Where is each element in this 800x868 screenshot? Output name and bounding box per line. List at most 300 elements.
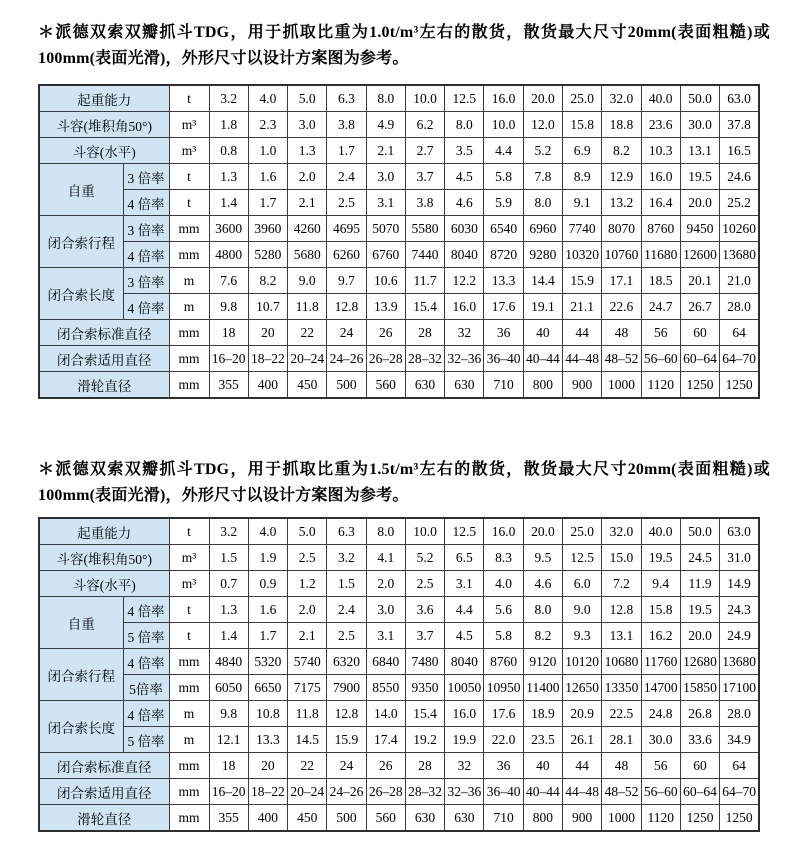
value-cell: 20 bbox=[248, 753, 287, 779]
unit-cell: m³ bbox=[169, 138, 209, 164]
value-cell: 14.0 bbox=[366, 701, 405, 727]
row-sub-cell: 5倍率 bbox=[123, 675, 169, 701]
value-cell: 9280 bbox=[523, 242, 562, 268]
value-cell: 25.2 bbox=[720, 190, 759, 216]
value-cell: 3.8 bbox=[327, 112, 366, 138]
row-sub-cell: 4 倍率 bbox=[123, 649, 169, 675]
row-label-cell: 闭合索标准直径 bbox=[39, 320, 169, 346]
row-label-cell: 滑轮直径 bbox=[39, 805, 169, 832]
row-sub-cell: 4 倍率 bbox=[123, 701, 169, 727]
value-cell: 0.9 bbox=[248, 571, 287, 597]
value-cell: 50.0 bbox=[680, 518, 719, 545]
value-cell: 18 bbox=[209, 320, 248, 346]
value-cell: 16.0 bbox=[445, 701, 484, 727]
value-cell: 17.4 bbox=[366, 727, 405, 753]
unit-cell: mm bbox=[169, 753, 209, 779]
table-row bbox=[39, 112, 759, 138]
unit-cell: mm bbox=[169, 242, 209, 268]
value-cell: 56–60 bbox=[641, 346, 680, 372]
unit-cell: t bbox=[169, 597, 209, 623]
value-cell: 13.1 bbox=[680, 138, 719, 164]
intro-paragraph-2: ＊派德双索双瓣抓斗TDG，用于抓取比重为1.5t/m³左右的散货，散货最大尺寸20mm(表面粗糙)或100mm(表面光滑)，外形尺寸以设计方案图为参考。 bbox=[38, 461, 770, 504]
value-cell: 450 bbox=[288, 805, 327, 832]
value-cell: 18.9 bbox=[523, 701, 562, 727]
value-cell: 16.5 bbox=[720, 138, 759, 164]
value-cell: 56 bbox=[641, 320, 680, 346]
unit-cell: mm bbox=[169, 320, 209, 346]
value-cell: 1.0 bbox=[248, 138, 287, 164]
value-cell: 1250 bbox=[680, 372, 719, 399]
value-cell: 40.0 bbox=[641, 85, 680, 112]
value-cell: 16.0 bbox=[484, 85, 523, 112]
value-cell: 50.0 bbox=[680, 85, 719, 112]
value-cell: 25.0 bbox=[563, 85, 602, 112]
value-cell: 9.8 bbox=[209, 701, 248, 727]
intro-paragraph-1: ＊派德双索双瓣抓斗TDG，用于抓取比重为1.0t/m³左右的散货，散货最大尺寸20mm(表面粗糙)或100mm(表面光滑)，外形尺寸以设计方案图为参考。 bbox=[38, 24, 770, 67]
value-cell: 16.4 bbox=[641, 190, 680, 216]
value-cell: 24.5 bbox=[680, 545, 719, 571]
value-cell: 5.8 bbox=[484, 164, 523, 190]
value-cell: 400 bbox=[248, 805, 287, 832]
value-cell: 16–20 bbox=[209, 779, 248, 805]
table-row bbox=[39, 346, 759, 372]
value-cell: 2.7 bbox=[405, 138, 444, 164]
value-cell: 3.1 bbox=[366, 190, 405, 216]
value-cell: 560 bbox=[366, 805, 405, 832]
value-cell: 26–28 bbox=[366, 346, 405, 372]
value-cell: 16.0 bbox=[484, 518, 523, 545]
row-label-cell: 起重能力 bbox=[39, 518, 169, 545]
value-cell: 32 bbox=[445, 320, 484, 346]
value-cell: 40–44 bbox=[523, 779, 562, 805]
spec-table-2-body bbox=[39, 518, 759, 831]
value-cell: 3.7 bbox=[405, 164, 444, 190]
value-cell: 10320 bbox=[563, 242, 602, 268]
table-row bbox=[39, 545, 759, 571]
table-row bbox=[39, 649, 759, 675]
value-cell: 14.9 bbox=[720, 571, 759, 597]
value-cell: 4.6 bbox=[445, 190, 484, 216]
value-cell: 900 bbox=[563, 805, 602, 832]
value-cell: 9.7 bbox=[327, 268, 366, 294]
unit-cell: t bbox=[169, 518, 209, 545]
value-cell: 19.5 bbox=[680, 164, 719, 190]
value-cell: 12.8 bbox=[327, 294, 366, 320]
value-cell: 32 bbox=[445, 753, 484, 779]
value-cell: 4.0 bbox=[248, 85, 287, 112]
value-cell: 14700 bbox=[641, 675, 680, 701]
unit-cell: t bbox=[169, 85, 209, 112]
value-cell: 2.1 bbox=[288, 623, 327, 649]
value-cell: 11.8 bbox=[288, 294, 327, 320]
value-cell: 28–32 bbox=[405, 779, 444, 805]
value-cell: 13680 bbox=[720, 649, 759, 675]
value-cell: 7480 bbox=[405, 649, 444, 675]
table-row bbox=[39, 675, 759, 701]
value-cell: 64–70 bbox=[720, 346, 759, 372]
value-cell: 22 bbox=[288, 753, 327, 779]
value-cell: 7.2 bbox=[602, 571, 641, 597]
value-cell: 8.2 bbox=[602, 138, 641, 164]
value-cell: 10260 bbox=[720, 216, 759, 242]
value-cell: 6.2 bbox=[405, 112, 444, 138]
row-group-cell: 闭合索长度 bbox=[39, 268, 123, 320]
value-cell: 12680 bbox=[680, 649, 719, 675]
value-cell: 1120 bbox=[641, 805, 680, 832]
value-cell: 20.0 bbox=[680, 190, 719, 216]
value-cell: 2.1 bbox=[288, 190, 327, 216]
value-cell: 2.1 bbox=[366, 138, 405, 164]
value-cell: 3.0 bbox=[366, 597, 405, 623]
value-cell: 1.9 bbox=[248, 545, 287, 571]
table-row bbox=[39, 753, 759, 779]
value-cell: 13680 bbox=[720, 242, 759, 268]
row-sub-cell: 5 倍率 bbox=[123, 623, 169, 649]
value-cell: 8760 bbox=[641, 216, 680, 242]
value-cell: 33.6 bbox=[680, 727, 719, 753]
value-cell: 15.8 bbox=[641, 597, 680, 623]
value-cell: 10050 bbox=[445, 675, 484, 701]
unit-cell: m bbox=[169, 701, 209, 727]
value-cell: 8550 bbox=[366, 675, 405, 701]
value-cell: 18.8 bbox=[602, 112, 641, 138]
value-cell: 26 bbox=[366, 753, 405, 779]
value-cell: 9.0 bbox=[563, 597, 602, 623]
unit-cell: mm bbox=[169, 779, 209, 805]
value-cell: 1.6 bbox=[248, 164, 287, 190]
value-cell: 1250 bbox=[720, 372, 759, 399]
value-cell: 2.5 bbox=[327, 190, 366, 216]
value-cell: 4260 bbox=[288, 216, 327, 242]
value-cell: 4.1 bbox=[366, 545, 405, 571]
value-cell: 400 bbox=[248, 372, 287, 399]
table-row bbox=[39, 701, 759, 727]
table-row bbox=[39, 597, 759, 623]
value-cell: 8.0 bbox=[366, 85, 405, 112]
value-cell: 4.0 bbox=[248, 518, 287, 545]
value-cell: 4.4 bbox=[445, 597, 484, 623]
value-cell: 12.8 bbox=[602, 597, 641, 623]
table-row bbox=[39, 571, 759, 597]
value-cell: 1000 bbox=[602, 372, 641, 399]
value-cell: 26.7 bbox=[680, 294, 719, 320]
value-cell: 60 bbox=[680, 753, 719, 779]
value-cell: 24.9 bbox=[720, 623, 759, 649]
value-cell: 48–52 bbox=[602, 346, 641, 372]
value-cell: 48 bbox=[602, 753, 641, 779]
value-cell: 5.9 bbox=[484, 190, 523, 216]
value-cell: 3.7 bbox=[405, 623, 444, 649]
row-group-cell: 自重 bbox=[39, 164, 123, 216]
value-cell: 18–22 bbox=[248, 346, 287, 372]
value-cell: 4.6 bbox=[523, 571, 562, 597]
table-row bbox=[39, 268, 759, 294]
value-cell: 8070 bbox=[602, 216, 641, 242]
value-cell: 15.9 bbox=[563, 268, 602, 294]
spec-table-2 bbox=[38, 517, 760, 832]
value-cell: 10.3 bbox=[641, 138, 680, 164]
value-cell: 15.9 bbox=[327, 727, 366, 753]
value-cell: 1.2 bbox=[288, 571, 327, 597]
value-cell: 3.0 bbox=[366, 164, 405, 190]
value-cell: 3.5 bbox=[445, 138, 484, 164]
value-cell: 15.4 bbox=[405, 701, 444, 727]
value-cell: 28.0 bbox=[720, 294, 759, 320]
value-cell: 48 bbox=[602, 320, 641, 346]
value-cell: 12.5 bbox=[445, 85, 484, 112]
unit-cell: m³ bbox=[169, 112, 209, 138]
value-cell: 56–60 bbox=[641, 779, 680, 805]
row-group-cell: 闭合索长度 bbox=[39, 701, 123, 753]
value-cell: 40.0 bbox=[641, 518, 680, 545]
value-cell: 9.1 bbox=[563, 190, 602, 216]
value-cell: 4.9 bbox=[366, 112, 405, 138]
value-cell: 10.0 bbox=[405, 85, 444, 112]
value-cell: 900 bbox=[563, 372, 602, 399]
table-row bbox=[39, 138, 759, 164]
value-cell: 24.7 bbox=[641, 294, 680, 320]
row-sub-cell: 5 倍率 bbox=[123, 727, 169, 753]
value-cell: 5.6 bbox=[484, 597, 523, 623]
value-cell: 8.0 bbox=[445, 112, 484, 138]
value-cell: 6.0 bbox=[563, 571, 602, 597]
value-cell: 2.4 bbox=[327, 597, 366, 623]
value-cell: 11.9 bbox=[680, 571, 719, 597]
value-cell: 36 bbox=[484, 320, 523, 346]
value-cell: 1120 bbox=[641, 372, 680, 399]
value-cell: 60 bbox=[680, 320, 719, 346]
value-cell: 6.5 bbox=[445, 545, 484, 571]
value-cell: 1250 bbox=[720, 805, 759, 832]
value-cell: 23.6 bbox=[641, 112, 680, 138]
table-row bbox=[39, 164, 759, 190]
table-row bbox=[39, 216, 759, 242]
value-cell: 6050 bbox=[209, 675, 248, 701]
value-cell: 14.5 bbox=[288, 727, 327, 753]
value-cell: 9.5 bbox=[523, 545, 562, 571]
value-cell: 3.0 bbox=[288, 112, 327, 138]
value-cell: 19.2 bbox=[405, 727, 444, 753]
value-cell: 20.0 bbox=[523, 85, 562, 112]
unit-cell: mm bbox=[169, 675, 209, 701]
value-cell: 5680 bbox=[288, 242, 327, 268]
spec-table-1 bbox=[38, 84, 760, 399]
value-cell: 9120 bbox=[523, 649, 562, 675]
value-cell: 13.2 bbox=[602, 190, 641, 216]
row-label-cell: 滑轮直径 bbox=[39, 372, 169, 399]
value-cell: 630 bbox=[405, 805, 444, 832]
value-cell: 15.4 bbox=[405, 294, 444, 320]
value-cell: 23.5 bbox=[523, 727, 562, 753]
value-cell: 44 bbox=[563, 753, 602, 779]
value-cell: 4.5 bbox=[445, 164, 484, 190]
value-cell: 8040 bbox=[445, 242, 484, 268]
value-cell: 1.4 bbox=[209, 623, 248, 649]
value-cell: 3.6 bbox=[405, 597, 444, 623]
value-cell: 800 bbox=[523, 805, 562, 832]
value-cell: 500 bbox=[327, 805, 366, 832]
value-cell: 4840 bbox=[209, 649, 248, 675]
value-cell: 19.5 bbox=[680, 597, 719, 623]
unit-cell: mm bbox=[169, 346, 209, 372]
value-cell: 56 bbox=[641, 753, 680, 779]
value-cell: 710 bbox=[484, 372, 523, 399]
table-row bbox=[39, 623, 759, 649]
value-cell: 3.1 bbox=[366, 623, 405, 649]
value-cell: 17.6 bbox=[484, 294, 523, 320]
table-row bbox=[39, 242, 759, 268]
unit-cell: t bbox=[169, 164, 209, 190]
value-cell: 4.0 bbox=[484, 571, 523, 597]
value-cell: 12.5 bbox=[445, 518, 484, 545]
value-cell: 26 bbox=[366, 320, 405, 346]
value-cell: 24 bbox=[327, 753, 366, 779]
value-cell: 40–44 bbox=[523, 346, 562, 372]
value-cell: 24.8 bbox=[641, 701, 680, 727]
value-cell: 16.2 bbox=[641, 623, 680, 649]
value-cell: 34.9 bbox=[720, 727, 759, 753]
value-cell: 9350 bbox=[405, 675, 444, 701]
value-cell: 6320 bbox=[327, 649, 366, 675]
value-cell: 3.8 bbox=[405, 190, 444, 216]
value-cell: 12.2 bbox=[445, 268, 484, 294]
value-cell: 8760 bbox=[484, 649, 523, 675]
value-cell: 630 bbox=[405, 372, 444, 399]
value-cell: 40 bbox=[523, 320, 562, 346]
value-cell: 3600 bbox=[209, 216, 248, 242]
value-cell: 20–24 bbox=[288, 346, 327, 372]
unit-cell: t bbox=[169, 190, 209, 216]
value-cell: 3960 bbox=[248, 216, 287, 242]
value-cell: 20.0 bbox=[523, 518, 562, 545]
value-cell: 11400 bbox=[523, 675, 562, 701]
value-cell: 1.6 bbox=[248, 597, 287, 623]
value-cell: 9.8 bbox=[209, 294, 248, 320]
row-sub-cell: 3 倍率 bbox=[123, 164, 169, 190]
value-cell: 8.0 bbox=[523, 597, 562, 623]
unit-cell: mm bbox=[169, 649, 209, 675]
value-cell: 63.0 bbox=[720, 518, 759, 545]
spec-table-1-body bbox=[39, 85, 759, 398]
row-label-cell: 斗容(堆积角50°) bbox=[39, 545, 169, 571]
value-cell: 32–36 bbox=[445, 346, 484, 372]
value-cell: 15850 bbox=[680, 675, 719, 701]
table-row bbox=[39, 727, 759, 753]
unit-cell: t bbox=[169, 623, 209, 649]
value-cell: 24 bbox=[327, 320, 366, 346]
value-cell: 63.0 bbox=[720, 85, 759, 112]
value-cell: 64–70 bbox=[720, 779, 759, 805]
value-cell: 24–26 bbox=[327, 346, 366, 372]
row-label-cell: 闭合索标准直径 bbox=[39, 753, 169, 779]
value-cell: 5740 bbox=[288, 649, 327, 675]
value-cell: 28 bbox=[405, 753, 444, 779]
row-label-cell: 闭合索适用直径 bbox=[39, 346, 169, 372]
row-sub-cell: 4 倍率 bbox=[123, 242, 169, 268]
value-cell: 6960 bbox=[523, 216, 562, 242]
value-cell: 30.0 bbox=[641, 727, 680, 753]
value-cell: 44 bbox=[563, 320, 602, 346]
value-cell: 8.3 bbox=[484, 545, 523, 571]
unit-cell: mm bbox=[169, 216, 209, 242]
value-cell: 18 bbox=[209, 753, 248, 779]
value-cell: 26–28 bbox=[366, 779, 405, 805]
value-cell: 13.3 bbox=[484, 268, 523, 294]
value-cell: 6840 bbox=[366, 649, 405, 675]
row-group-cell: 闭合索行程 bbox=[39, 649, 123, 701]
value-cell: 6650 bbox=[248, 675, 287, 701]
value-cell: 64 bbox=[720, 753, 759, 779]
value-cell: 5.2 bbox=[405, 545, 444, 571]
value-cell: 24.6 bbox=[720, 164, 759, 190]
value-cell: 44–48 bbox=[563, 346, 602, 372]
value-cell: 19.1 bbox=[523, 294, 562, 320]
value-cell: 28–32 bbox=[405, 346, 444, 372]
value-cell: 19.5 bbox=[641, 545, 680, 571]
value-cell: 31.0 bbox=[720, 545, 759, 571]
value-cell: 2.5 bbox=[288, 545, 327, 571]
value-cell: 28 bbox=[405, 320, 444, 346]
value-cell: 8.0 bbox=[523, 190, 562, 216]
value-cell: 15.0 bbox=[602, 545, 641, 571]
unit-cell: m bbox=[169, 294, 209, 320]
table-row bbox=[39, 320, 759, 346]
value-cell: 20.1 bbox=[680, 268, 719, 294]
row-label-cell: 起重能力 bbox=[39, 85, 169, 112]
value-cell: 630 bbox=[445, 372, 484, 399]
value-cell: 10.0 bbox=[405, 518, 444, 545]
value-cell: 0.8 bbox=[209, 138, 248, 164]
value-cell: 12650 bbox=[563, 675, 602, 701]
value-cell: 7.6 bbox=[209, 268, 248, 294]
row-label-cell: 斗容(堆积角50°) bbox=[39, 112, 169, 138]
value-cell: 6260 bbox=[327, 242, 366, 268]
value-cell: 16.0 bbox=[641, 164, 680, 190]
value-cell: 36 bbox=[484, 753, 523, 779]
value-cell: 21.0 bbox=[720, 268, 759, 294]
value-cell: 3.2 bbox=[209, 85, 248, 112]
value-cell: 630 bbox=[445, 805, 484, 832]
value-cell: 9450 bbox=[680, 216, 719, 242]
value-cell: 16.0 bbox=[445, 294, 484, 320]
value-cell: 9.4 bbox=[641, 571, 680, 597]
value-cell: 10.6 bbox=[366, 268, 405, 294]
value-cell: 8.2 bbox=[523, 623, 562, 649]
value-cell: 22.0 bbox=[484, 727, 523, 753]
value-cell: 3.2 bbox=[327, 545, 366, 571]
table-row bbox=[39, 85, 759, 112]
row-label-cell: 斗容(水平) bbox=[39, 138, 169, 164]
value-cell: 10120 bbox=[563, 649, 602, 675]
value-cell: 7.8 bbox=[523, 164, 562, 190]
value-cell: 64 bbox=[720, 320, 759, 346]
value-cell: 500 bbox=[327, 372, 366, 399]
value-cell: 1.7 bbox=[248, 623, 287, 649]
value-cell: 3.1 bbox=[445, 571, 484, 597]
value-cell: 9.0 bbox=[288, 268, 327, 294]
value-cell: 5.0 bbox=[288, 518, 327, 545]
value-cell: 6760 bbox=[366, 242, 405, 268]
value-cell: 60–64 bbox=[680, 779, 719, 805]
value-cell: 14.4 bbox=[523, 268, 562, 294]
row-label-cell: 闭合索适用直径 bbox=[39, 779, 169, 805]
value-cell: 30.0 bbox=[680, 112, 719, 138]
value-cell: 1000 bbox=[602, 805, 641, 832]
value-cell: 60–64 bbox=[680, 346, 719, 372]
value-cell: 2.5 bbox=[327, 623, 366, 649]
row-label-cell: 斗容(水平) bbox=[39, 571, 169, 597]
value-cell: 24.3 bbox=[720, 597, 759, 623]
